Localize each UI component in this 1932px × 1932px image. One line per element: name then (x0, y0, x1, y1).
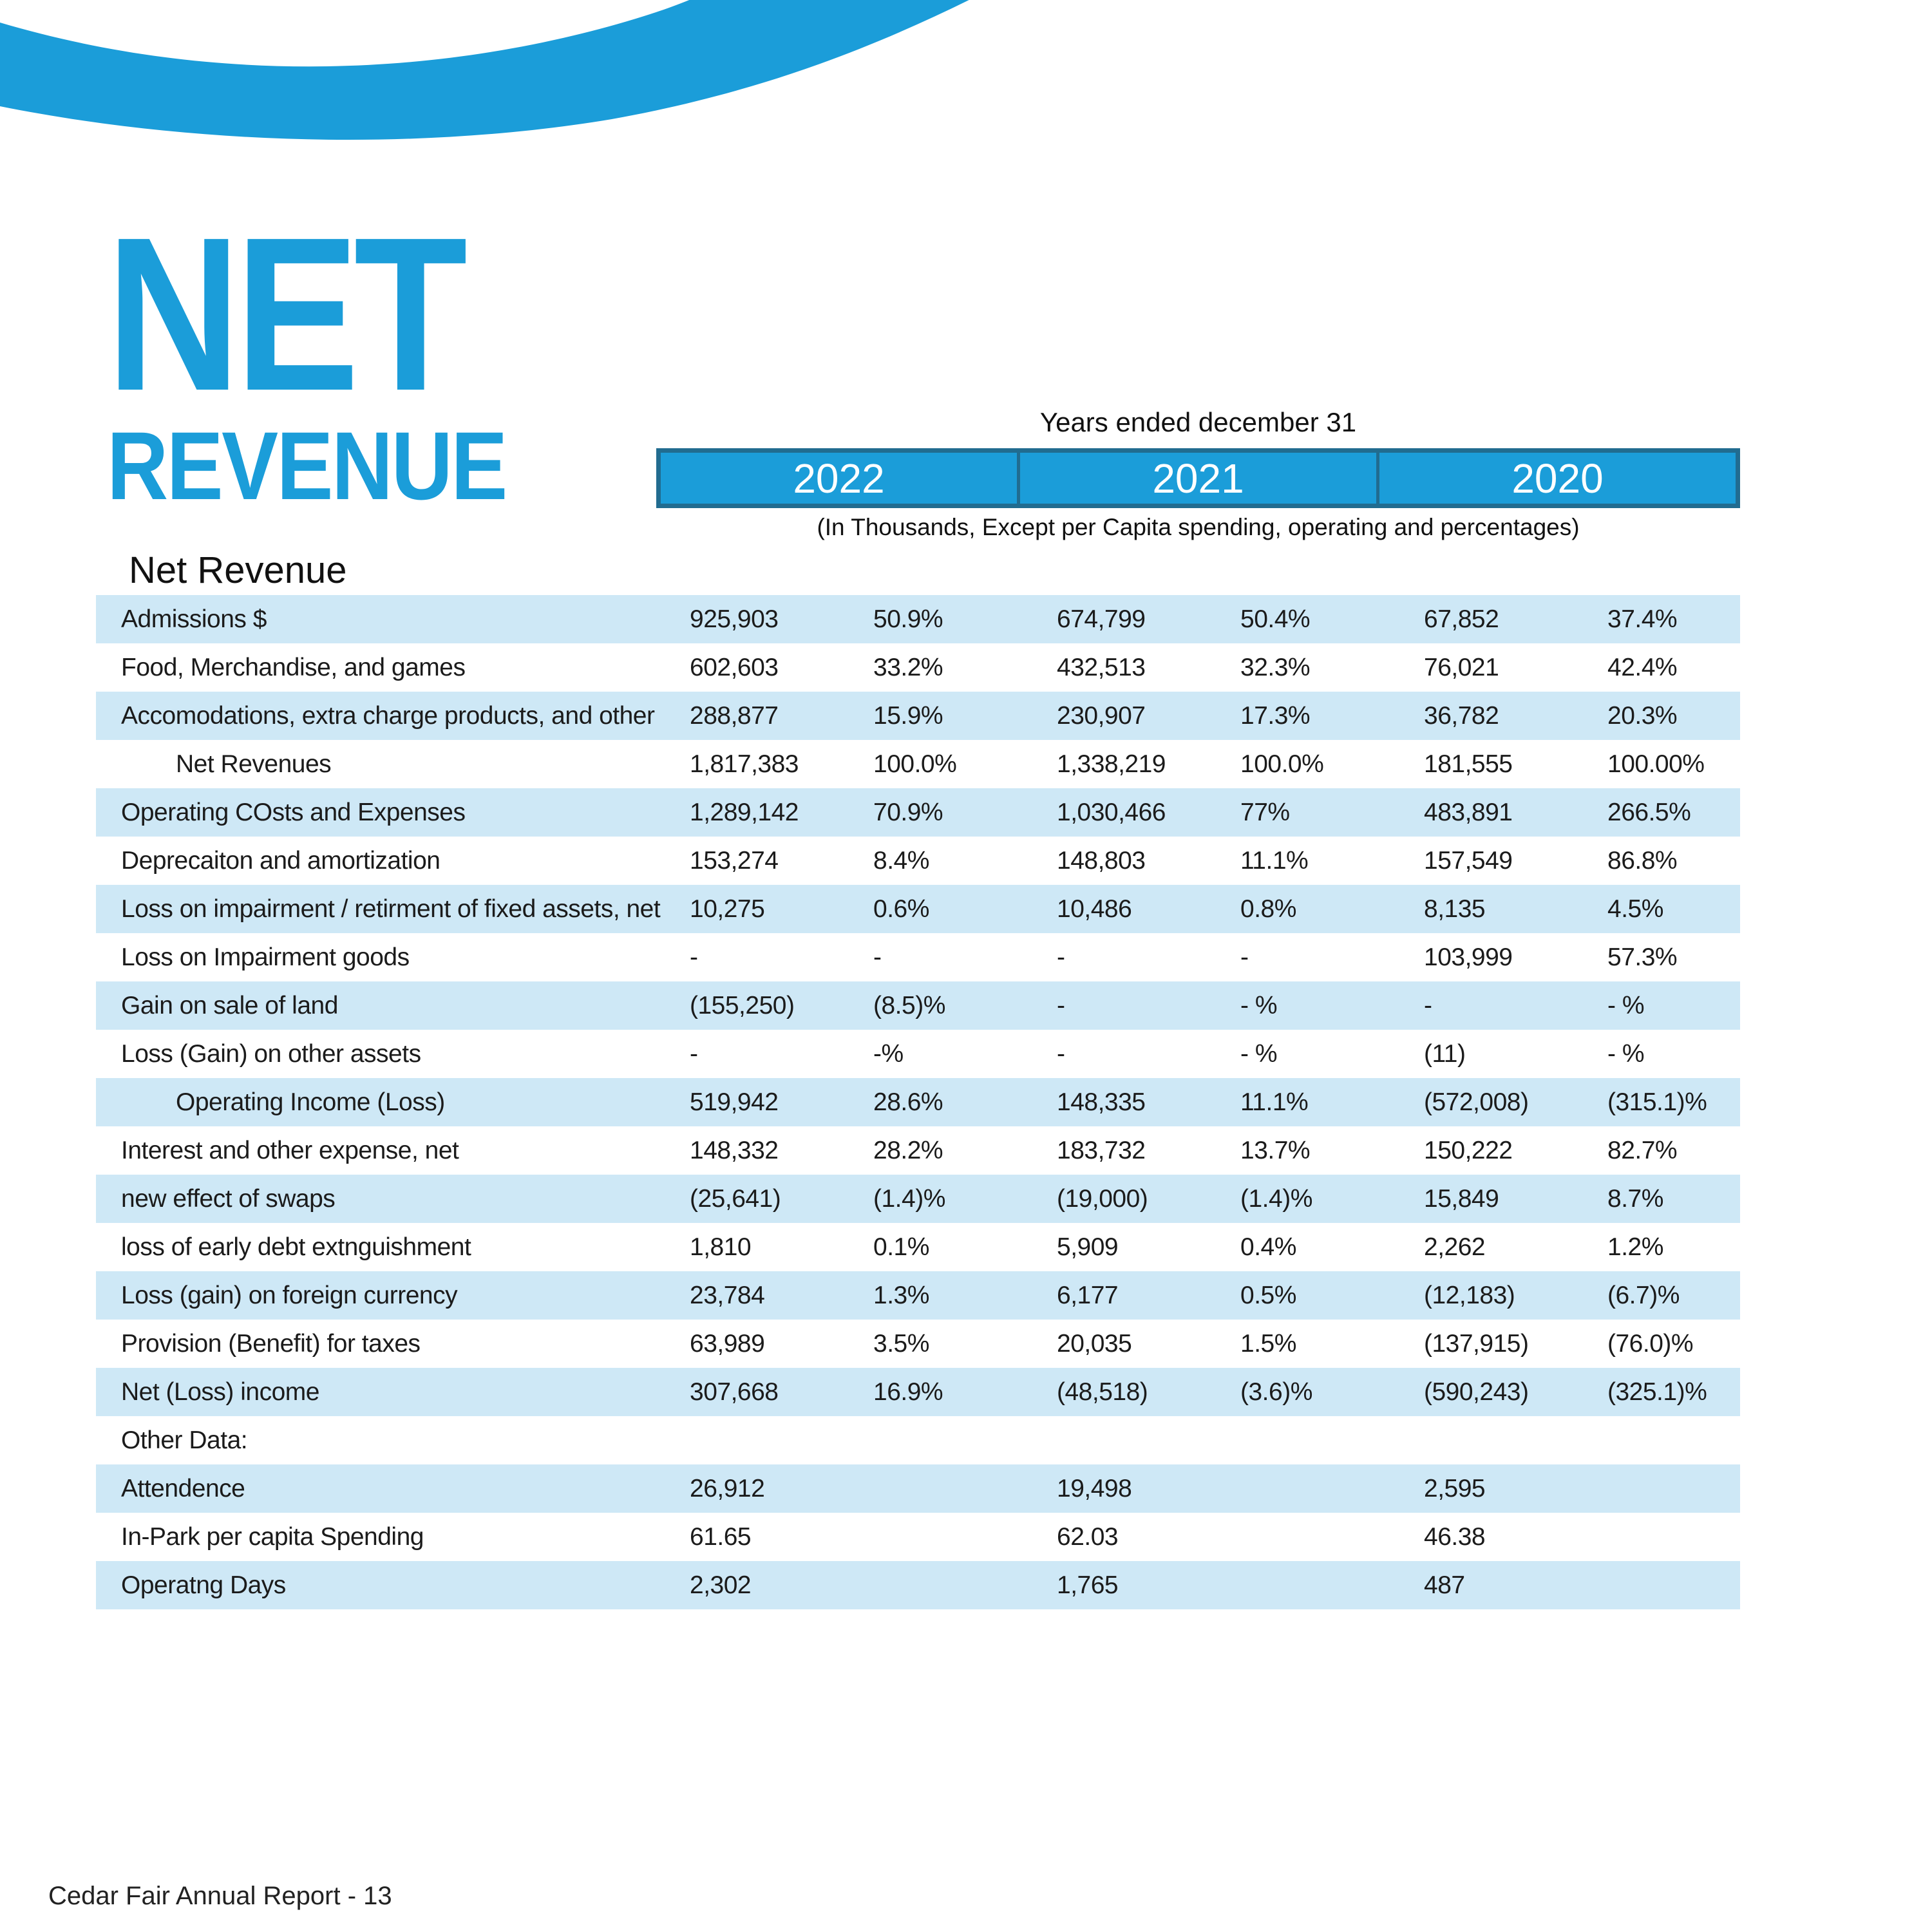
row-value: - % (1240, 1039, 1277, 1068)
row-value: 148,332 (690, 1136, 779, 1164)
row-value: - (1424, 991, 1432, 1019)
row-value: 57.3% (1607, 943, 1678, 971)
row-value: 3.5% (873, 1329, 929, 1358)
row-label: Loss (gain) on foreign currency (121, 1281, 458, 1309)
row-value: 483,891 (1424, 798, 1513, 826)
row-value: - (1057, 1039, 1065, 1068)
row-label: Net (Loss) income (121, 1378, 319, 1406)
row-label: Operating Income (Loss) (176, 1088, 445, 1116)
row-label: Food, Merchandise, and games (121, 653, 466, 681)
row-value: 8.7% (1607, 1184, 1663, 1213)
row-value: 70.9% (873, 798, 943, 826)
page-footer: Cedar Fair Annual Report - 13 (48, 1882, 392, 1910)
row-value: (12,183) (1424, 1281, 1515, 1309)
table-row (96, 1126, 1740, 1175)
row-value: - (1057, 943, 1065, 971)
table-row (96, 1561, 1740, 1609)
row-value: 36,782 (1424, 701, 1499, 730)
row-value: 6,177 (1057, 1281, 1119, 1309)
row-value: 86.8% (1607, 846, 1678, 875)
row-value: - (873, 943, 882, 971)
row-value: - (1057, 991, 1065, 1019)
row-value: 519,942 (690, 1088, 779, 1116)
table-row (96, 933, 1740, 981)
row-value: 1,765 (1057, 1571, 1119, 1599)
table-row (96, 981, 1740, 1030)
table-row (96, 1030, 1740, 1078)
row-value: 76,021 (1424, 653, 1499, 681)
row-value: 1,817,383 (690, 750, 799, 778)
row-label: Operating COsts and Expenses (121, 798, 466, 826)
units-note: (In Thousands, Except per Capita spending, operating and percentages) (817, 514, 1580, 540)
row-value: (590,243) (1424, 1378, 1529, 1406)
row-value: (25,641) (690, 1184, 781, 1213)
row-value: 181,555 (1424, 750, 1513, 778)
row-value: 0.5% (1240, 1281, 1296, 1309)
row-value: (8.5)% (873, 991, 945, 1019)
row-value: 50.4% (1240, 605, 1311, 633)
row-value: 1,338,219 (1057, 750, 1166, 778)
table-row (96, 740, 1740, 788)
row-value: 15.9% (873, 701, 943, 730)
row-value: 148,803 (1057, 846, 1146, 875)
row-value: 0.1% (873, 1233, 929, 1261)
table-row (96, 643, 1740, 692)
year-header-2020: 2020 (1376, 453, 1736, 504)
row-value: 266.5% (1607, 798, 1691, 826)
row-value: 0.8% (1240, 895, 1296, 923)
row-value: 487 (1424, 1571, 1465, 1599)
row-value: (1.4)% (1240, 1184, 1312, 1213)
row-value: 77% (1240, 798, 1290, 826)
row-value: (48,518) (1057, 1378, 1148, 1406)
row-value: 11.1% (1240, 846, 1309, 875)
row-value: - % (1607, 991, 1644, 1019)
row-label: In-Park per capita Spending (121, 1522, 424, 1551)
row-value: 1.3% (873, 1281, 929, 1309)
row-value: - % (1607, 1039, 1644, 1068)
table-row (96, 1271, 1740, 1320)
row-value: 63,989 (690, 1329, 765, 1358)
row-value: 20.3% (1607, 701, 1678, 730)
row-value: (155,250) (690, 991, 795, 1019)
row-value: 37.4% (1607, 605, 1678, 633)
row-value: 8,135 (1424, 895, 1486, 923)
row-value: 100.0% (873, 750, 957, 778)
table-row (96, 1416, 1740, 1464)
row-value: 82.7% (1607, 1136, 1678, 1164)
row-value: 62.03 (1057, 1522, 1119, 1551)
row-value: - (690, 1039, 698, 1068)
row-value: 1.5% (1240, 1329, 1296, 1358)
revenue-table-rows (96, 595, 1740, 1609)
row-value: 1,289,142 (690, 798, 799, 826)
row-value: 28.6% (873, 1088, 943, 1116)
row-value: 0.4% (1240, 1233, 1296, 1261)
table-row (96, 1464, 1740, 1513)
row-value: 16.9% (873, 1378, 943, 1406)
row-value: (3.6)% (1240, 1378, 1312, 1406)
row-value: - (690, 943, 698, 971)
row-value: 67,852 (1424, 605, 1499, 633)
table-row (96, 692, 1740, 740)
row-value: 4.5% (1607, 895, 1663, 923)
row-value: 10,275 (690, 895, 765, 923)
row-value: (1.4)% (873, 1184, 945, 1213)
row-value: 19,498 (1057, 1474, 1132, 1502)
table-row (96, 1175, 1740, 1223)
row-value: 2,302 (690, 1571, 752, 1599)
year-header-bar (656, 448, 1740, 508)
page-title-line1: NET (106, 192, 462, 437)
row-value: 10,486 (1057, 895, 1132, 923)
row-value: 50.9% (873, 605, 943, 633)
row-value: 103,999 (1424, 943, 1513, 971)
row-value: 1.2% (1607, 1233, 1663, 1261)
row-value: 100.00% (1607, 750, 1705, 778)
row-value: 15,849 (1424, 1184, 1499, 1213)
row-value: 17.3% (1240, 701, 1311, 730)
row-label: Gain on sale of land (121, 991, 338, 1019)
row-value: (315.1)% (1607, 1088, 1707, 1116)
row-label: Accomodations, extra charge products, and other (121, 701, 655, 730)
row-value: (11) (1424, 1039, 1466, 1068)
row-value: (325.1)% (1607, 1378, 1707, 1406)
row-label: Net Revenues (176, 750, 332, 778)
row-label: Loss on Impairment goods (121, 943, 410, 971)
row-value: 157,549 (1424, 846, 1513, 875)
row-value: 20,035 (1057, 1329, 1132, 1358)
section-heading: Net Revenue (129, 549, 347, 591)
wave-decoration (0, 0, 1932, 167)
row-value: 2,595 (1424, 1474, 1486, 1502)
row-value: 32.3% (1240, 653, 1311, 681)
row-value: 150,222 (1424, 1136, 1513, 1164)
year-header-2021: 2021 (1017, 453, 1376, 504)
row-value: 153,274 (690, 846, 779, 875)
row-value: 23,784 (690, 1281, 765, 1309)
page-title-line2: REVENUE (107, 412, 506, 520)
table-row (96, 1513, 1740, 1561)
table-row (96, 1320, 1740, 1368)
row-value: 288,877 (690, 701, 779, 730)
row-value: 148,335 (1057, 1088, 1146, 1116)
row-label: Provision (Benefit) for taxes (121, 1329, 421, 1358)
row-label: Loss on impairment / retirment of fixed assets, net (121, 895, 661, 923)
row-value: (19,000) (1057, 1184, 1148, 1213)
row-value: - % (1240, 991, 1277, 1019)
row-label: Other Data: (121, 1426, 248, 1454)
row-label: Interest and other expense, net (121, 1136, 459, 1164)
table-row (96, 1078, 1740, 1126)
row-value: 33.2% (873, 653, 943, 681)
row-value: 100.0% (1240, 750, 1324, 778)
row-value: -% (873, 1039, 904, 1068)
table-row (96, 1368, 1740, 1416)
row-value: 11.1% (1240, 1088, 1309, 1116)
row-value: 602,603 (690, 653, 779, 681)
row-value: 61.65 (690, 1522, 752, 1551)
table-row (96, 837, 1740, 885)
row-value: 183,732 (1057, 1136, 1146, 1164)
row-value: 925,903 (690, 605, 779, 633)
table-row (96, 788, 1740, 837)
row-value: 432,513 (1057, 653, 1146, 681)
row-value: 8.4% (873, 846, 929, 875)
table-row (96, 595, 1740, 643)
row-label: Loss (Gain) on other assets (121, 1039, 421, 1068)
row-value: (6.7)% (1607, 1281, 1680, 1309)
row-value: - (1240, 943, 1249, 971)
row-value: 26,912 (690, 1474, 765, 1502)
row-value: 46.38 (1424, 1522, 1486, 1551)
row-value: 28.2% (873, 1136, 943, 1164)
row-value: 1,030,466 (1057, 798, 1166, 826)
row-value: 42.4% (1607, 653, 1678, 681)
row-value: (572,008) (1424, 1088, 1529, 1116)
row-value: (137,915) (1424, 1329, 1529, 1358)
row-label: Attendence (121, 1474, 245, 1502)
row-label: Deprecaiton and amortization (121, 846, 440, 875)
row-value: (76.0)% (1607, 1329, 1694, 1358)
row-value: 13.7% (1240, 1136, 1311, 1164)
row-value: 307,668 (690, 1378, 779, 1406)
row-value: 0.6% (873, 895, 929, 923)
table-row (96, 885, 1740, 933)
row-value: 5,909 (1057, 1233, 1119, 1261)
row-label: new effect of swaps (121, 1184, 336, 1213)
years-caption: Years ended december 31 (1039, 407, 1357, 437)
table-row (96, 1223, 1740, 1271)
row-value: 2,262 (1424, 1233, 1486, 1261)
row-value: 674,799 (1057, 605, 1146, 633)
row-value: 1,810 (690, 1233, 752, 1261)
row-label: Operatng Days (121, 1571, 286, 1599)
row-label: loss of early debt extnguishment (121, 1233, 471, 1261)
row-value: 230,907 (1057, 701, 1146, 730)
row-label: Admissions $ (121, 605, 267, 633)
year-header-2022: 2022 (793, 455, 885, 502)
